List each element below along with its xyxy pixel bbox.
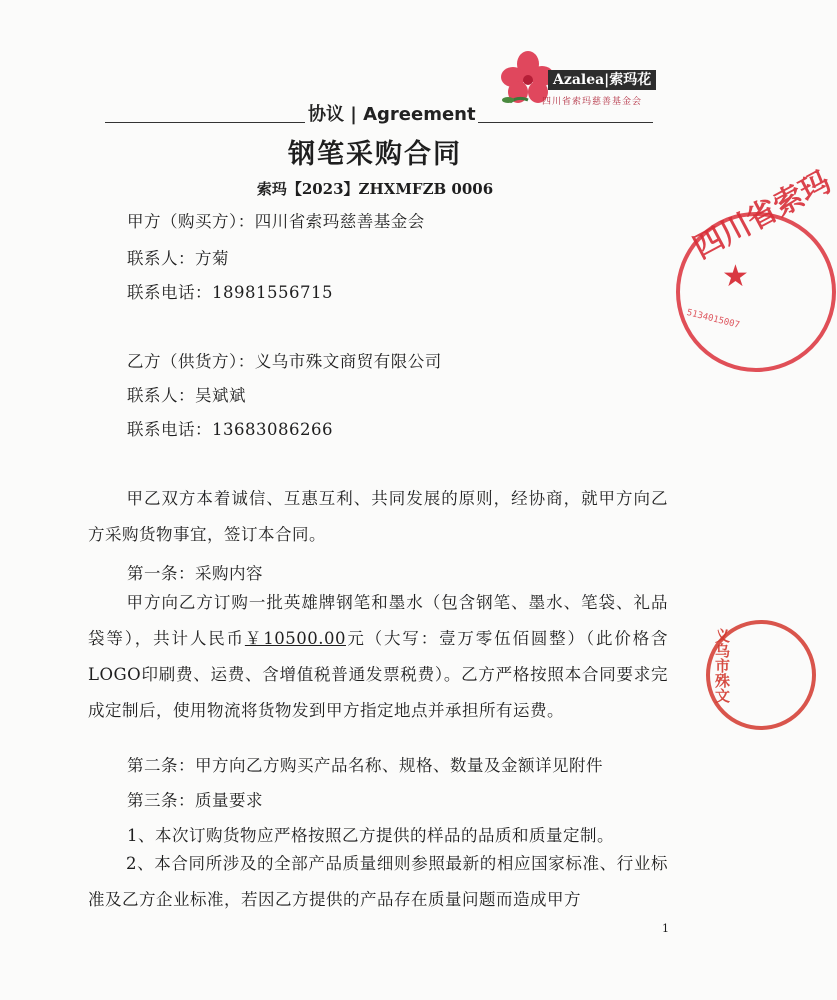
party-b-seal-text: 义乌市殊文: [713, 628, 731, 703]
contract-number: 索玛【2023】ZHXMFZB 0006: [256, 180, 494, 198]
logo-title: Azalea|索玛花: [548, 70, 656, 90]
party-b-phone: 联系电话：13683086266: [127, 420, 333, 439]
document-title: 钢笔采购合同: [288, 139, 462, 170]
party-a-name: 甲方（购买方）：四川省索玛慈善基金会: [127, 212, 425, 231]
article-1-title: 第一条：采购内容: [127, 564, 263, 583]
seal-star-icon: ★: [722, 259, 749, 294]
article-3-item-1: 1、本次订购货物应严格按照乙方提供的样品的品质和质量定制。: [127, 826, 614, 845]
party-a-seal-number: 5134015007: [685, 308, 741, 331]
page-number: 1: [662, 922, 669, 935]
party-b-name: 乙方（供货方）：义乌市殊文商贸有限公司: [127, 352, 442, 371]
agreement-label: 协议 | Agreement: [308, 104, 476, 125]
article-3-title: 第三条：质量要求: [127, 791, 263, 810]
article-3-item-2: 2、本合同所涉及的全部产品质量细则参照最新的相应国家标准、行业标准及乙方企业标准，若因乙方提供的产品存在质量问题而造成甲方: [88, 854, 668, 909]
amount-value: ￥10500.00: [244, 629, 346, 648]
intro-paragraph: 甲乙双方本着诚信、互惠互利、共同发展的原则，经协商，就甲方向乙方采购货物事宜，签订本合同。: [88, 489, 668, 544]
party-a-contact: 联系人：方菊: [127, 249, 229, 268]
article-1-paragraph: 甲方向乙方订购一批英雄牌钢笔和墨水（包含钢笔、墨水、笔袋、礼品袋等），共计人民币￥10500.00元（大写：壹万零伍佰圆整）（此价格含LOGO印刷费、运费、含增值税普通发票税费）。乙方严格按照本合同要求完成定制后，使用物流将货物发到甲方指定地点并承担所有运费。: [88, 593, 669, 720]
header-rule-right: [478, 122, 653, 123]
party-b-contact: 联系人：吴斌斌: [127, 386, 246, 405]
article-2: 第二条：甲方向乙方购买产品名称、规格、数量及金额详见附件: [127, 756, 603, 775]
logo-subtitle: 四川省索玛慈善基金会: [542, 97, 643, 107]
header-rule-left: [105, 122, 305, 123]
azalea-logo: [498, 50, 668, 110]
party-a-seal-text: 四川省索玛: [687, 164, 837, 266]
party-a-phone: 联系电话：18981556715: [127, 283, 333, 302]
